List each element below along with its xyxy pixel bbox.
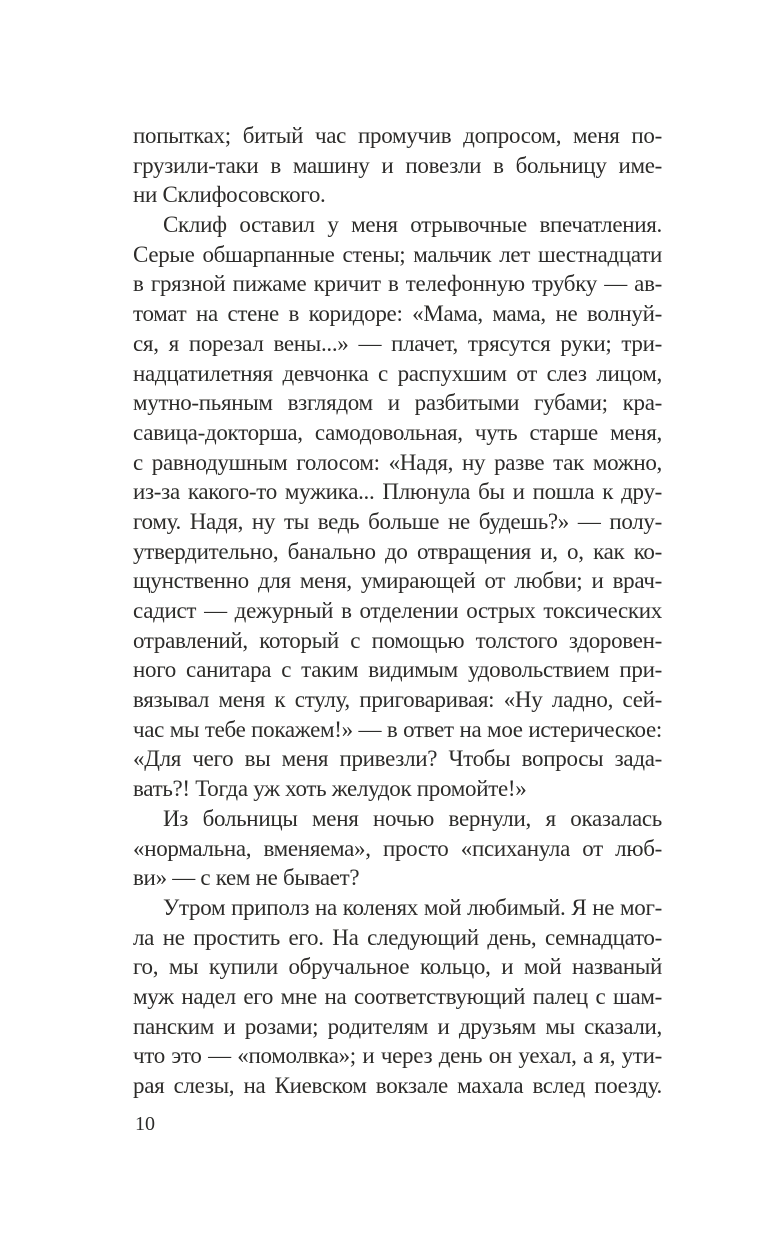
text-line: грузили-таки в машину и повезли в больницу име-	[133, 152, 662, 178]
text-line: в грязной пижаме кричит в телефонную трубку — ав-	[133, 271, 662, 297]
text-line: ла не простить его. На следующий день, семнадцато-	[133, 924, 662, 950]
text-line: надцатилетняя девчонка с распухшим от слез лицом,	[133, 360, 662, 386]
text-line: отравлений, который с помощью толстого здоровен-	[133, 627, 662, 653]
text-line: гому. Надя, ну ты ведь больше не будешь?» — полу-	[133, 508, 662, 534]
text-line: муж надел его мне на соответствующий палец с шам-	[133, 983, 662, 1009]
text-line: савица-докторша, самодовольная, чуть старше меня,	[133, 419, 662, 445]
text-line: щунственно для меня, умирающей от любви; и врач-	[133, 568, 662, 594]
text-line: мутно-пьяным взглядом и разбитыми губами; кра-	[133, 390, 662, 416]
text-line: из-за какого-то мужика... Плюнула бы и пошла к дру-	[133, 479, 662, 505]
text-line: вязывал меня к стулу, приговаривая: «Ну ладно, сей-	[133, 687, 662, 713]
text-line: с равнодушным голосом: «Надя, ну разве так можно,	[133, 449, 662, 475]
text-line: вать?! Тогда уж хоть желудок промойте!»	[133, 776, 527, 802]
text-line: что это — «помолвка»; и через день он уехал, а я, ути-	[133, 1043, 662, 1069]
text-line: ся, я порезал вены...» — плачет, трясутся руки; три-	[133, 330, 662, 356]
text-line: томат на стене в коридоре: «Мама, мама, не волнуй-	[133, 301, 662, 327]
text-line: попытках; битый час промучив допросом, меня по-	[133, 123, 662, 148]
text-line: ни Склифосовского.	[133, 182, 326, 208]
text-line: Из больницы меня ночью вернули, я оказалась	[163, 805, 662, 831]
text-line: «нормальна, вменяема», просто «психанула от люб-	[133, 835, 662, 861]
text-line: ви» — с кем не бывает?	[133, 865, 360, 891]
text-line: садист — дежурный в отделении острых токсических	[133, 598, 662, 623]
text-line: Утром приполз на коленях мой любимый. Я не мог-	[163, 894, 662, 920]
text-line: го, мы купили обручальное кольцо, и мой названый	[133, 954, 662, 980]
text-line: панским и розами; родителям и друзьям мы сказали,	[133, 1013, 662, 1039]
text-line: «Для чего вы меня привезли? Чтобы вопросы зада-	[133, 746, 662, 772]
text-line: рая слезы, на Киевском вокзале махала вслед поезду.	[133, 1073, 662, 1098]
text-line: утвердительно, банально до отвращения и, о, как ко-	[133, 538, 662, 564]
page-text	[133, 121, 662, 1101]
text-line: час мы тебе покажем!» — в ответ на мое истерическое:	[133, 716, 662, 742]
text-line: ного санитара с таким видимым удовольствием при-	[133, 657, 662, 683]
text-line: Серые обшарпанные стены; мальчик лет шестнадцати	[133, 241, 662, 267]
text-line: Склиф оставил у меня отрывочные впечатления.	[163, 212, 662, 238]
page-number: 10	[135, 1113, 155, 1135]
